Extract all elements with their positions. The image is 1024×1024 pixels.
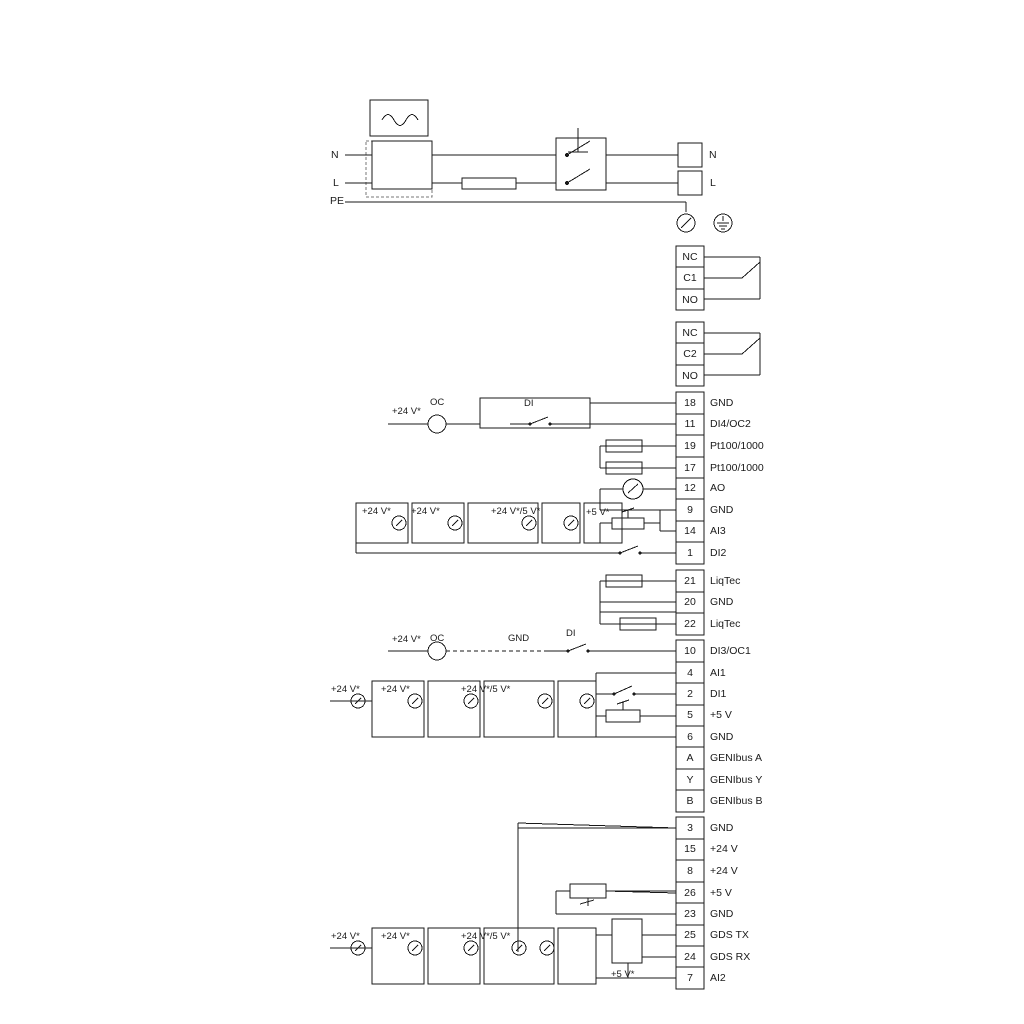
label-mains-l: L xyxy=(333,177,339,189)
potentiometer-ai1 xyxy=(606,710,640,722)
gds-module xyxy=(612,919,642,963)
terminal-number: 9 xyxy=(687,504,693,516)
terminal-name: GND xyxy=(710,596,734,608)
terminal-name: GENIbus Y xyxy=(710,774,763,786)
terminal-name: Pt100/1000 xyxy=(710,440,764,452)
relay1-c: C1 xyxy=(683,272,697,284)
annotation-supply-5-a: +5 V* xyxy=(586,507,610,518)
terminal-name: GENIbus A xyxy=(710,752,762,764)
emc-filter-symbol xyxy=(370,100,428,136)
terminal-number: 8 xyxy=(687,865,693,877)
terminal-name: GENIbus B xyxy=(710,795,763,807)
terminal-name: DI3/OC1 xyxy=(710,645,751,657)
terminal-name: GND xyxy=(710,822,734,834)
terminal-number: 26 xyxy=(684,887,696,899)
terminal-number: 17 xyxy=(684,462,696,474)
terminal-number: 6 xyxy=(687,731,693,743)
annotation-supply-24-5-b: +24 V*/5 V* xyxy=(461,684,511,695)
terminal-number: 22 xyxy=(684,618,696,630)
terminal-name: +5 V xyxy=(710,887,732,899)
annotation-supply-24-b: +24 V* xyxy=(362,506,391,517)
terminal-name: GND xyxy=(710,731,734,743)
annotation-di-2: DI xyxy=(566,628,576,639)
terminal-name: DI1 xyxy=(710,688,727,700)
relay2-nc: NC xyxy=(682,327,698,339)
label-out-l: L xyxy=(710,177,716,189)
terminal-number: 5 xyxy=(687,709,693,721)
terminal-name: GDS RX xyxy=(710,951,751,963)
terminal-number: A xyxy=(686,752,694,764)
terminal-name: AO xyxy=(710,482,726,494)
terminal-number: 15 xyxy=(684,843,696,855)
terminal-name: GND xyxy=(710,908,734,920)
terminal-name: LiqTec xyxy=(710,618,741,630)
terminal-name: GDS TX xyxy=(710,929,749,941)
annotation-supply-24-d: +24 V* xyxy=(392,634,421,645)
terminal-number: Y xyxy=(686,774,694,786)
relay2-no: NO xyxy=(682,370,698,382)
terminal-number: 18 xyxy=(684,397,696,409)
oc-source-1 xyxy=(428,415,446,433)
terminal-number: 12 xyxy=(684,482,696,494)
label-mains-pe: PE xyxy=(330,195,345,207)
terminal-name: Pt100/1000 xyxy=(710,462,764,474)
terminal-name: LiqTec xyxy=(710,575,741,587)
annotation-supply-24-a: +24 V* xyxy=(392,406,421,417)
potentiometer-ai3 xyxy=(612,518,644,529)
annotation-supply-24-h: +24 V* xyxy=(381,931,410,942)
terminal-number: 2 xyxy=(687,688,693,700)
terminal-number: 7 xyxy=(687,972,693,984)
terminal-number: B xyxy=(686,795,694,807)
terminal-l xyxy=(678,171,702,195)
annotation-supply-24-f: +24 V* xyxy=(381,684,410,695)
terminal-number: 24 xyxy=(684,951,696,963)
terminal-number: 19 xyxy=(684,440,696,452)
annotation-supply-24-c: +24 V* xyxy=(411,506,440,517)
terminal-name: GND xyxy=(710,397,734,409)
terminal-name: AI2 xyxy=(710,972,726,984)
mains-switch xyxy=(556,138,606,190)
annotation-supply-5-b: +5 V* xyxy=(611,969,635,980)
terminal-name: GND xyxy=(710,504,734,516)
terminal-name: +24 V xyxy=(710,843,738,855)
annotation-supply-24-g: +24 V* xyxy=(331,931,360,942)
terminal-name: AI3 xyxy=(710,525,726,537)
terminal-number: 25 xyxy=(684,929,696,941)
terminal-n xyxy=(678,143,702,167)
label-out-n: N xyxy=(709,149,717,161)
terminal-number: 14 xyxy=(684,525,696,537)
potentiometer-ai2 xyxy=(570,884,606,898)
annotation-supply-24-5-a: +24 V*/5 V* xyxy=(491,506,541,517)
label-mains-n: N xyxy=(331,149,339,161)
terminal-number: 23 xyxy=(684,908,696,920)
terminal-name: DI4/OC2 xyxy=(710,418,751,430)
terminal-number: 1 xyxy=(687,547,693,559)
annotation-supply-24-e: +24 V* xyxy=(331,684,360,695)
terminal-number: 4 xyxy=(687,667,693,679)
terminal-name: AI1 xyxy=(710,667,726,679)
annotation-gnd-mid: GND xyxy=(508,633,530,644)
terminal-name: +24 V xyxy=(710,865,738,877)
annotation-di-1: DI xyxy=(524,398,534,409)
terminal-number: 11 xyxy=(684,418,696,430)
terminal-name: DI2 xyxy=(710,547,727,559)
relay1-nc: NC xyxy=(682,251,698,263)
annotation-oc-2: OC xyxy=(430,633,445,644)
terminal-name: +5 V xyxy=(710,709,732,721)
terminal-number: 20 xyxy=(684,596,696,608)
terminal-number: 3 xyxy=(687,822,693,834)
terminal-number: 21 xyxy=(684,575,696,587)
relay1-no: NO xyxy=(682,294,698,306)
annotation-oc-1: OC xyxy=(430,397,445,408)
annotation-supply-24-5-c: +24 V*/5 V* xyxy=(461,931,511,942)
fuse-symbol xyxy=(462,178,516,189)
terminal-number: 10 xyxy=(684,645,696,657)
relay2-c: C2 xyxy=(683,348,697,360)
